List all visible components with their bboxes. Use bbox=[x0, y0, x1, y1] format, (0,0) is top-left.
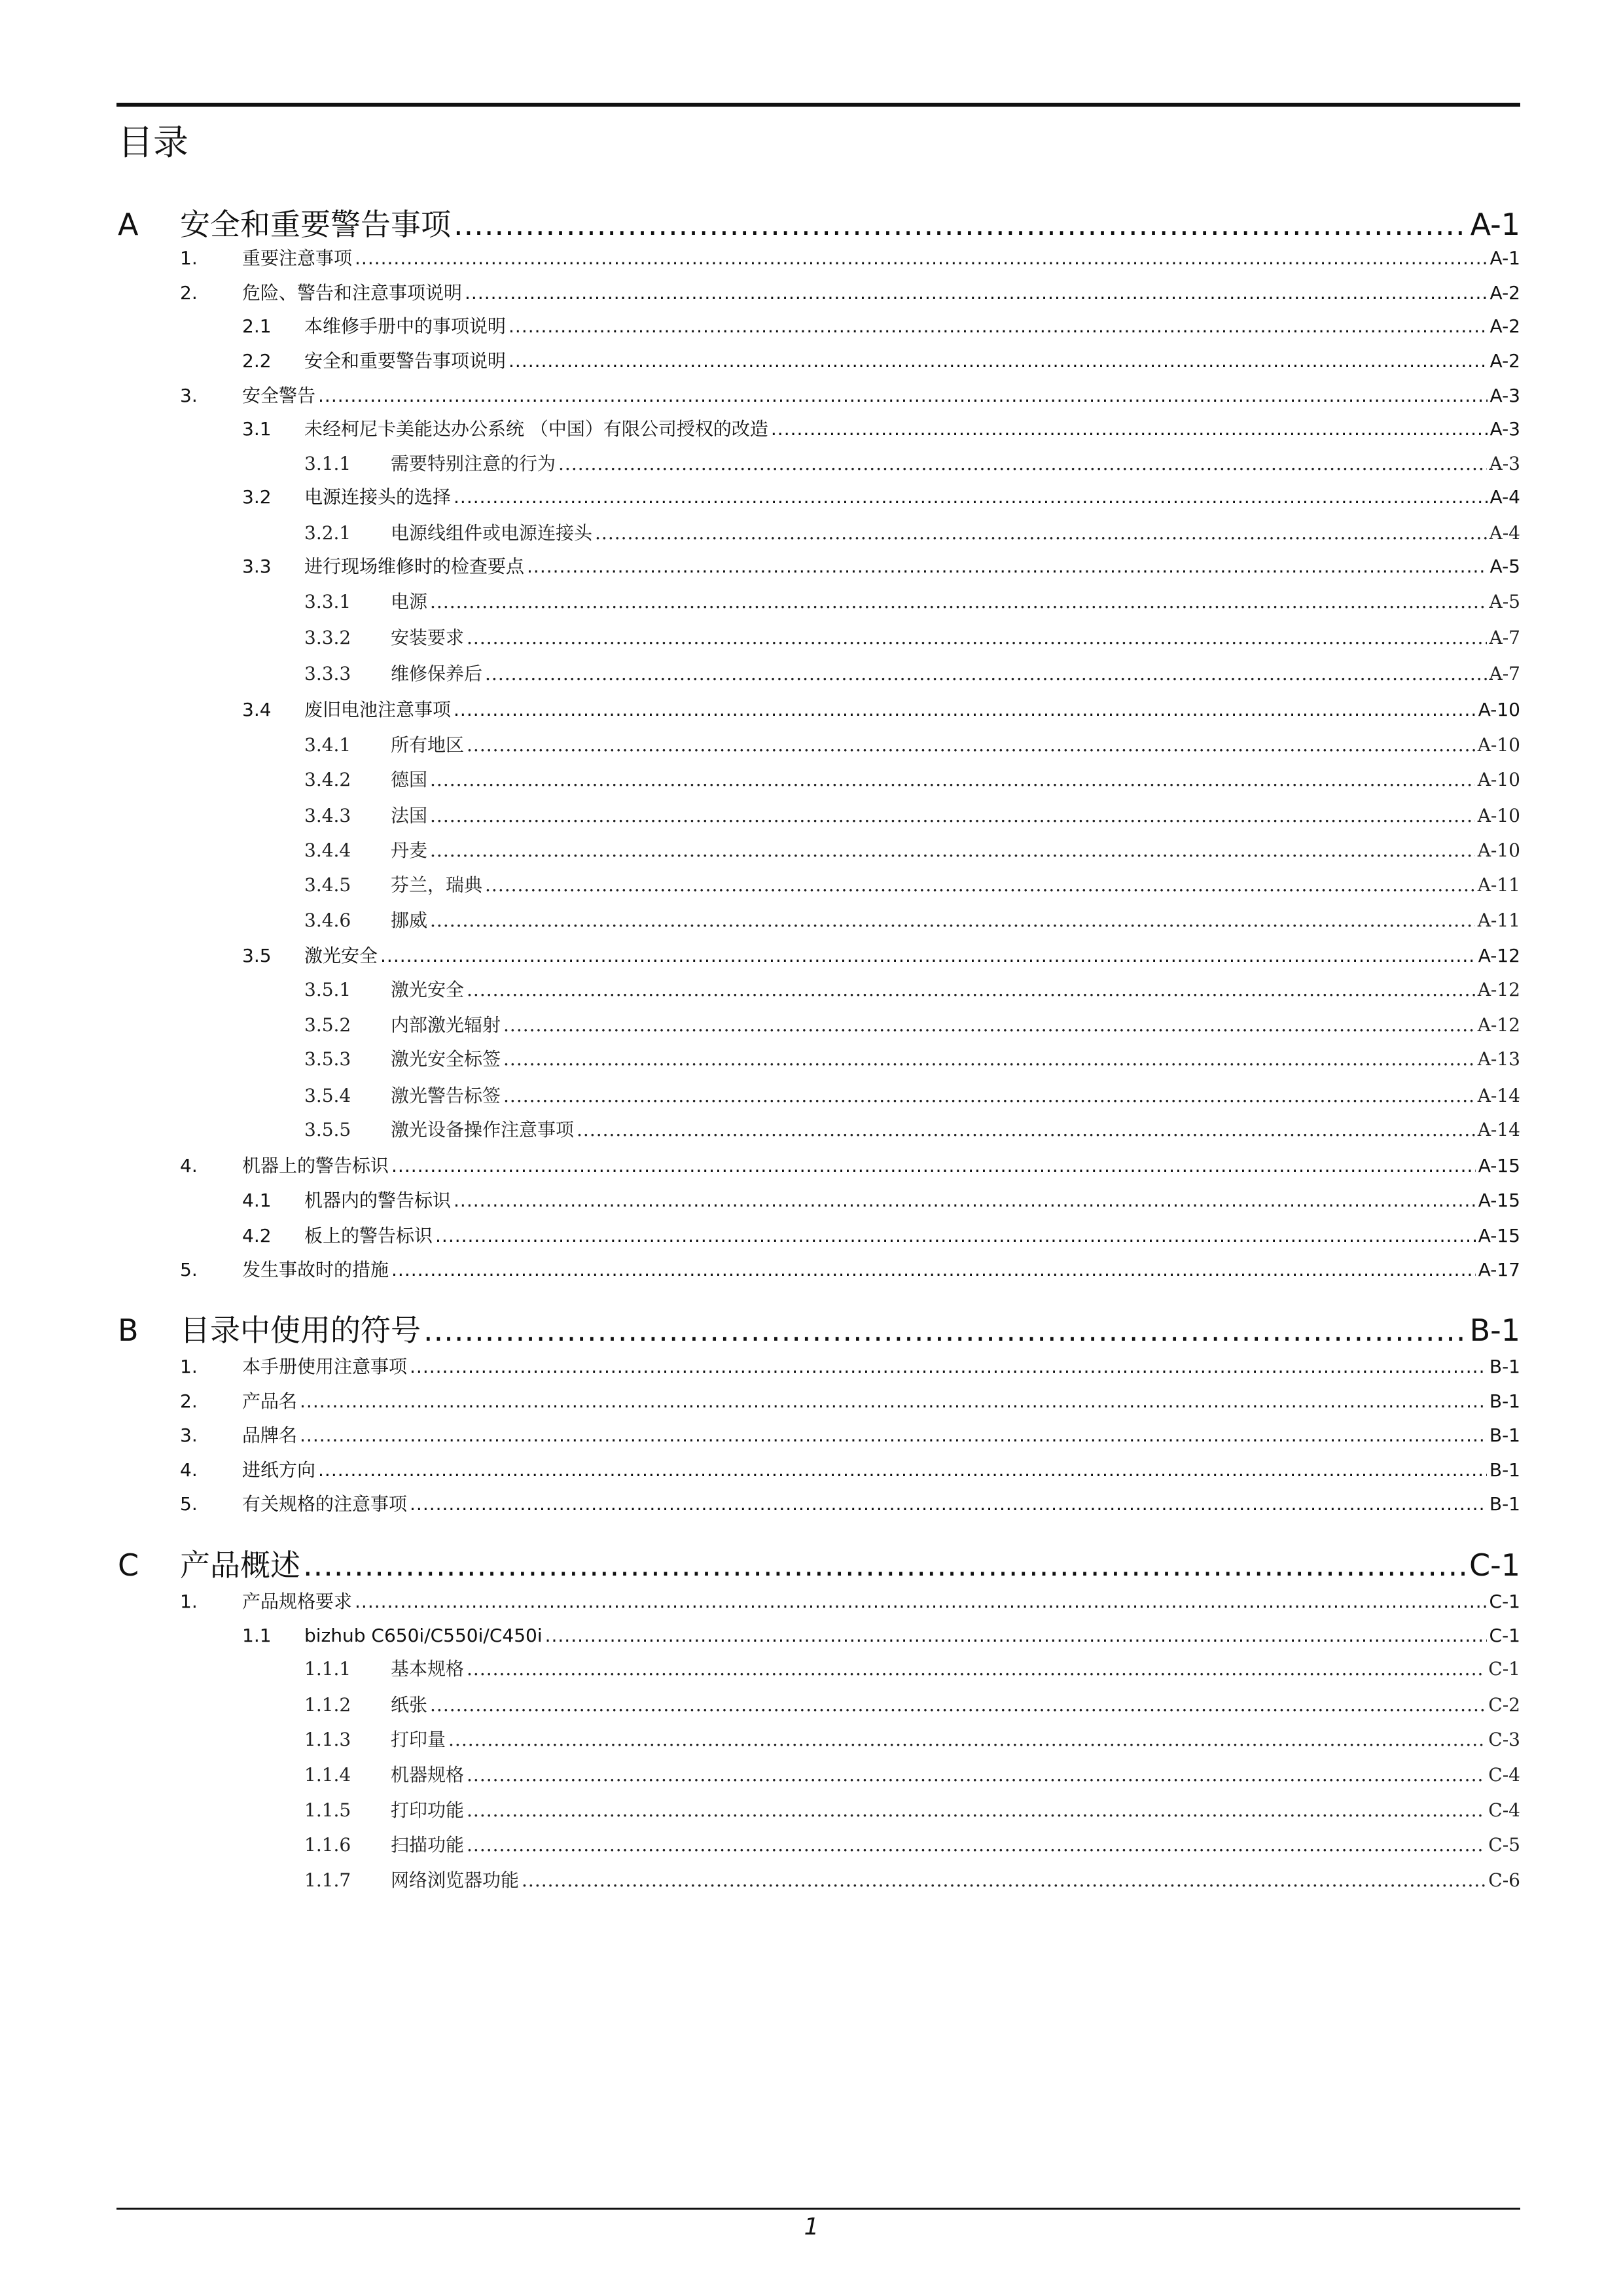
toc-entry-label: 激光安全 bbox=[304, 945, 378, 966]
toc-entry[interactable] bbox=[0, 245, 1623, 272]
toc-entry-page: C-1 bbox=[1489, 1591, 1520, 1612]
toc-dot-leader bbox=[522, 1867, 1486, 1894]
toc-entry-label: 法国 bbox=[391, 805, 428, 826]
toc-dot-leader bbox=[448, 1727, 1486, 1753]
toc-dot-leader bbox=[430, 589, 1486, 615]
toc-entry[interactable] bbox=[0, 697, 1623, 723]
toc-entry-label: 内部激光辐射 bbox=[391, 1014, 501, 1036]
toc-entry-number: A bbox=[118, 207, 139, 242]
toc-entry[interactable] bbox=[0, 1832, 1623, 1858]
toc-dot-leader bbox=[503, 1046, 1475, 1072]
toc-entry-label: 激光设备操作注意事项 bbox=[391, 1119, 575, 1140]
toc-entry-page: A-14 bbox=[1477, 1119, 1520, 1140]
toc-entry-label: 激光警告标签 bbox=[391, 1085, 501, 1106]
toc-entry-label: bizhub C650i/C550i/C450i bbox=[304, 1625, 543, 1646]
toc-entry-number: 3.3.1 bbox=[304, 591, 351, 612]
toc-entry[interactable] bbox=[0, 1388, 1623, 1415]
toc-entry-number: 3. bbox=[180, 385, 198, 406]
toc-entry[interactable] bbox=[0, 1354, 1623, 1380]
toc-dot-leader bbox=[595, 520, 1486, 546]
toc-entry-number: 3.4.5 bbox=[304, 874, 351, 896]
toc-entry[interactable] bbox=[0, 1311, 1623, 1350]
toc-entry-number: 3.4.1 bbox=[304, 734, 351, 756]
toc-entry[interactable] bbox=[0, 484, 1623, 510]
toc-entry-label: 本维修手册中的事项说明 bbox=[304, 315, 507, 337]
toc-dot-leader bbox=[430, 1692, 1486, 1718]
toc-entry-number: 2. bbox=[180, 1390, 198, 1412]
toc-entry-page: B-1 bbox=[1489, 1459, 1520, 1481]
toc-entry-number: 5. bbox=[180, 1493, 198, 1515]
toc-dot-leader bbox=[503, 1012, 1475, 1038]
toc-entry-label: 机器上的警告标识 bbox=[242, 1155, 389, 1176]
toc-entry-page: A-10 bbox=[1477, 839, 1520, 861]
toc-entry-number: 4.2 bbox=[242, 1225, 272, 1246]
toc-entry[interactable] bbox=[0, 416, 1623, 442]
toc-entry[interactable] bbox=[0, 1762, 1623, 1788]
toc-entry-page: A-10 bbox=[1477, 769, 1520, 790]
toc-entry[interactable] bbox=[0, 1491, 1623, 1517]
toc-entry-number: 3.5.4 bbox=[304, 1085, 351, 1106]
toc-dot-leader bbox=[467, 1656, 1486, 1682]
toc-entry-label: 有关规格的注意事项 bbox=[242, 1493, 408, 1515]
toc-dot-leader bbox=[508, 348, 1488, 374]
toc-dot-leader bbox=[467, 977, 1475, 1003]
toc-entry-number: 3.3 bbox=[242, 556, 272, 577]
toc-entry-number: 1. bbox=[180, 1591, 198, 1612]
toc-entry-page: C-1 bbox=[1488, 1658, 1520, 1680]
toc-entry-label: 激光安全 bbox=[391, 979, 465, 1000]
toc-dot-leader bbox=[430, 908, 1475, 934]
toc-entry-number: 2. bbox=[180, 282, 198, 304]
toc-dot-leader bbox=[410, 1354, 1487, 1380]
toc-dot-leader bbox=[545, 1623, 1487, 1649]
toc-entry[interactable] bbox=[0, 732, 1623, 758]
page-number: 1 bbox=[804, 2214, 819, 2240]
toc-entry-number: 1.1.1 bbox=[304, 1658, 351, 1680]
toc-entry-number: B bbox=[118, 1313, 139, 1348]
toc-entry-number: 3.5.5 bbox=[304, 1119, 351, 1140]
toc-entry-label: 打印功能 bbox=[391, 1799, 465, 1821]
toc-entry-number: 2.1 bbox=[242, 315, 272, 337]
toc-entry-page: A-17 bbox=[1478, 1259, 1520, 1280]
toc-dot-leader bbox=[577, 1117, 1475, 1143]
toc-entry-page: A-1 bbox=[1470, 207, 1520, 242]
toc-entry-page: B-1 bbox=[1469, 1313, 1520, 1348]
toc-entry-number: 3.1 bbox=[242, 418, 272, 440]
toc-dot-leader bbox=[558, 451, 1486, 477]
toc-entry-number: 1. bbox=[180, 1356, 198, 1377]
toc-entry[interactable] bbox=[0, 1867, 1623, 1894]
toc-entry-label: 芬兰，瑞典 bbox=[391, 874, 483, 896]
toc-dot-leader bbox=[527, 554, 1488, 580]
toc-dot-leader bbox=[391, 1153, 1476, 1179]
toc-entry-label: 维修保养后 bbox=[391, 663, 483, 684]
toc-dot-leader bbox=[467, 1797, 1486, 1824]
toc-dot-leader bbox=[485, 872, 1475, 898]
toc-entry[interactable] bbox=[0, 1046, 1623, 1072]
toc-entry-label: 目录中使用的符号 bbox=[180, 1313, 421, 1348]
toc-entry-number: 3.4.2 bbox=[304, 769, 351, 790]
toc-dot-leader bbox=[485, 661, 1486, 687]
toc-entry-label: 品牌名 bbox=[242, 1424, 298, 1446]
toc-entry-label: 纸张 bbox=[391, 1694, 428, 1716]
toc-entry[interactable] bbox=[0, 1623, 1623, 1649]
toc-dot-leader bbox=[391, 1257, 1476, 1283]
toc-dot-leader bbox=[430, 803, 1475, 829]
toc-entry-label: 安全和重要警告事项说明 bbox=[304, 350, 507, 372]
toc-entry-number: 1.1 bbox=[242, 1625, 272, 1646]
toc-entry-page: A-11 bbox=[1477, 910, 1520, 931]
toc-dot-leader bbox=[467, 1832, 1486, 1858]
toc-entry-number: 4. bbox=[180, 1459, 198, 1481]
toc-dot-leader bbox=[467, 732, 1475, 758]
toc-entry[interactable] bbox=[0, 1012, 1623, 1038]
toc-entry-number: 3.5 bbox=[242, 945, 272, 966]
toc-entry-label: 网络浏览器功能 bbox=[391, 1869, 520, 1891]
toc-entry[interactable] bbox=[0, 1797, 1623, 1824]
toc-entry-page: A-2 bbox=[1489, 282, 1520, 304]
toc-entry[interactable] bbox=[0, 943, 1623, 969]
toc-entry[interactable] bbox=[0, 1083, 1623, 1109]
toc-entry-label: 安装要求 bbox=[391, 627, 465, 648]
toc-entry-number: 3. bbox=[180, 1424, 198, 1446]
toc-entry-number: 3.4.4 bbox=[304, 839, 351, 861]
toc-dot-leader bbox=[467, 1762, 1486, 1788]
toc-entry-page: A-12 bbox=[1478, 945, 1520, 966]
toc-entry-page: C-3 bbox=[1488, 1729, 1520, 1750]
toc-entry[interactable] bbox=[0, 872, 1623, 898]
toc-dot-leader bbox=[454, 697, 1476, 723]
toc-dot-leader bbox=[454, 484, 1488, 510]
toc-entry-page: A-7 bbox=[1489, 663, 1520, 684]
toc-entry-number: 3.3.2 bbox=[304, 627, 351, 648]
toc-entry-label: 进纸方向 bbox=[242, 1459, 316, 1481]
toc-entry-label: 产品名 bbox=[242, 1390, 298, 1412]
toc-dot-leader bbox=[318, 1457, 1487, 1483]
toc-entry-page: A-2 bbox=[1489, 350, 1520, 372]
toc-entry-label: 电源线组件或电源连接头 bbox=[391, 522, 593, 544]
toc-entry-label: 打印量 bbox=[391, 1729, 446, 1750]
toc-entry-page: A-2 bbox=[1489, 315, 1520, 337]
toc-entry[interactable] bbox=[0, 1656, 1623, 1682]
toc-entry-label: 发生事故时的措施 bbox=[242, 1259, 389, 1280]
toc-entry[interactable] bbox=[0, 451, 1623, 477]
toc-entry-label: 安全警告 bbox=[242, 385, 316, 406]
toc-dot-leader bbox=[423, 1311, 1467, 1350]
toc-entry-label: 挪威 bbox=[391, 910, 428, 931]
toc-entry-page: A-15 bbox=[1478, 1155, 1520, 1176]
toc-entry-page: C-1 bbox=[1469, 1547, 1520, 1583]
toc-entry-number: 4.1 bbox=[242, 1190, 272, 1211]
toc-dot-leader bbox=[430, 838, 1475, 864]
toc-entry[interactable] bbox=[0, 1188, 1623, 1214]
toc-entry[interactable] bbox=[0, 1153, 1623, 1179]
page-title: 目录 bbox=[118, 122, 188, 163]
toc-entry-page: B-1 bbox=[1489, 1424, 1520, 1446]
toc-entry[interactable] bbox=[0, 1545, 1623, 1585]
toc-entry-number: 3.4.6 bbox=[304, 910, 351, 931]
toc-entry[interactable] bbox=[0, 803, 1623, 829]
toc-entry-page: B-1 bbox=[1489, 1493, 1520, 1515]
toc-entry-page: C-4 bbox=[1488, 1764, 1520, 1786]
toc-entry-number: 3.5.2 bbox=[304, 1014, 351, 1036]
toc-dot-leader bbox=[355, 245, 1488, 272]
toc-entry[interactable] bbox=[0, 1589, 1623, 1615]
toc-dot-leader bbox=[303, 1545, 1467, 1585]
toc-entry[interactable] bbox=[0, 838, 1623, 864]
toc-entry-label: 德国 bbox=[391, 769, 428, 790]
toc-dot-leader bbox=[771, 416, 1488, 442]
toc-entry-label: 机器内的警告标识 bbox=[304, 1190, 452, 1211]
toc-entry-page: A-3 bbox=[1489, 385, 1520, 406]
toc-entry-number: 3.2.1 bbox=[304, 522, 351, 544]
toc-entry-page: A-5 bbox=[1489, 591, 1520, 612]
toc-entry-page: A-1 bbox=[1489, 247, 1520, 269]
toc-entry-number: 2.2 bbox=[242, 350, 272, 372]
toc-dot-leader bbox=[508, 313, 1488, 340]
toc-entry-number: 1.1.6 bbox=[304, 1834, 351, 1856]
toc-entry-number: 1. bbox=[180, 247, 198, 269]
toc-entry-page: B-1 bbox=[1489, 1356, 1520, 1377]
toc-entry[interactable] bbox=[0, 1257, 1623, 1283]
toc-entry-number: 4. bbox=[180, 1155, 198, 1176]
toc-entry-page: A-4 bbox=[1489, 486, 1520, 508]
toc-dot-leader bbox=[435, 1223, 1476, 1249]
toc-entry-page: A-15 bbox=[1478, 1225, 1520, 1246]
toc-entry[interactable] bbox=[0, 977, 1623, 1003]
toc-entry-label: 废旧电池注意事项 bbox=[304, 699, 452, 720]
toc-entry-number: 3.5.1 bbox=[304, 979, 351, 1000]
toc-entry-label: 电源连接头的选择 bbox=[304, 486, 452, 508]
toc-entry-label: 基本规格 bbox=[391, 1658, 465, 1680]
toc-entry[interactable] bbox=[0, 313, 1623, 340]
toc-entry-label: 产品概述 bbox=[180, 1547, 300, 1583]
toc-entry-number: 5. bbox=[180, 1259, 198, 1280]
toc-dot-leader bbox=[430, 767, 1475, 793]
toc-entry-number: 1.1.4 bbox=[304, 1764, 351, 1786]
toc-entry[interactable] bbox=[0, 661, 1623, 687]
toc-entry-page: A-10 bbox=[1477, 734, 1520, 756]
footer-rule bbox=[116, 2208, 1520, 2210]
toc-entry-number: 3.4.3 bbox=[304, 805, 351, 826]
toc-entry-page: A-15 bbox=[1478, 1190, 1520, 1211]
toc-entry[interactable] bbox=[0, 1117, 1623, 1143]
toc-entry-page: C-6 bbox=[1488, 1869, 1520, 1891]
toc-entry[interactable] bbox=[0, 589, 1623, 615]
toc-entry-label: 激光安全标签 bbox=[391, 1048, 501, 1070]
toc-entry[interactable] bbox=[0, 520, 1623, 546]
toc-entry[interactable] bbox=[0, 767, 1623, 793]
toc-entry-page: C-2 bbox=[1488, 1694, 1520, 1716]
toc-entry-label: 危险、警告和注意事项说明 bbox=[242, 282, 463, 304]
toc-entry-label: 扫描功能 bbox=[391, 1834, 465, 1856]
toc-entry[interactable] bbox=[0, 1457, 1623, 1483]
toc-entry-label: 未经柯尼卡美能达办公系统 （中国）有限公司授权的改造 bbox=[304, 418, 768, 440]
toc-entry[interactable] bbox=[0, 554, 1623, 580]
toc-entry[interactable] bbox=[0, 908, 1623, 934]
toc-dot-leader bbox=[300, 1422, 1487, 1449]
toc-dot-leader bbox=[465, 280, 1488, 306]
toc-entry-number: 1.1.2 bbox=[304, 1694, 351, 1716]
toc-entry-label: 机器规格 bbox=[391, 1764, 465, 1786]
toc-entry-number: 3.3.3 bbox=[304, 663, 351, 684]
toc-entry-page: A-3 bbox=[1489, 418, 1520, 440]
toc-entry-number: 3.5.3 bbox=[304, 1048, 351, 1070]
toc-entry-label: 产品规格要求 bbox=[242, 1591, 353, 1612]
toc-dot-leader bbox=[503, 1083, 1475, 1109]
toc-entry-number: 1.1.3 bbox=[304, 1729, 351, 1750]
toc-entry-number: 3.1.1 bbox=[304, 453, 351, 474]
toc-dot-leader bbox=[454, 205, 1468, 244]
toc-entry-label: 需要特别注意的行为 bbox=[391, 453, 556, 474]
toc-dot-leader bbox=[467, 625, 1486, 651]
toc-entry-page: A-12 bbox=[1477, 1014, 1520, 1036]
toc-entry-page: A-3 bbox=[1489, 453, 1520, 474]
toc-entry-page: A-7 bbox=[1489, 627, 1520, 648]
toc-entry-label: 进行现场维修时的检查要点 bbox=[304, 556, 525, 577]
toc-entry-page: C-5 bbox=[1488, 1834, 1520, 1856]
toc-entry-number: 1.1.7 bbox=[304, 1869, 351, 1891]
toc-entry-page: A-10 bbox=[1478, 699, 1520, 720]
toc-entry[interactable] bbox=[0, 1223, 1623, 1249]
toc-dot-leader bbox=[410, 1491, 1487, 1517]
toc-entry[interactable] bbox=[0, 1727, 1623, 1753]
toc-dot-leader bbox=[318, 383, 1488, 409]
toc-entry-page: C-1 bbox=[1489, 1625, 1520, 1646]
toc-entry[interactable] bbox=[0, 383, 1623, 409]
toc-entry-page: A-12 bbox=[1477, 979, 1520, 1000]
toc-entry-number: 1.1.5 bbox=[304, 1799, 351, 1821]
toc-entry-label: 所有地区 bbox=[391, 734, 465, 756]
toc-entry-label: 重要注意事项 bbox=[242, 247, 353, 269]
toc-dot-leader bbox=[300, 1388, 1487, 1415]
toc-entry[interactable] bbox=[0, 625, 1623, 651]
toc-entry-number: C bbox=[118, 1547, 139, 1583]
toc-entry-page: A-10 bbox=[1477, 805, 1520, 826]
toc-entry[interactable] bbox=[0, 1692, 1623, 1718]
toc-entry-label: 本手册使用注意事项 bbox=[242, 1356, 408, 1377]
toc-entry-page: B-1 bbox=[1489, 1390, 1520, 1412]
toc-entry-number: 3.4 bbox=[242, 699, 272, 720]
toc-entry[interactable] bbox=[0, 348, 1623, 374]
toc-entry[interactable] bbox=[0, 280, 1623, 306]
toc-entry-page: A-4 bbox=[1489, 522, 1520, 544]
toc-entry[interactable] bbox=[0, 1422, 1623, 1449]
toc-dot-leader bbox=[380, 943, 1476, 969]
toc-entry-page: A-5 bbox=[1489, 556, 1520, 577]
toc-entry-label: 板上的警告标识 bbox=[304, 1225, 433, 1246]
toc-entry-page: A-11 bbox=[1477, 874, 1520, 896]
toc-entry-page: C-4 bbox=[1488, 1799, 1520, 1821]
toc-entry-page: A-14 bbox=[1477, 1085, 1520, 1106]
toc-dot-leader bbox=[454, 1188, 1476, 1214]
toc-entry-number: 3.2 bbox=[242, 486, 272, 508]
toc-entry-page: A-13 bbox=[1477, 1048, 1520, 1070]
toc-dot-leader bbox=[355, 1589, 1487, 1615]
toc-entry-label: 安全和重要警告事项 bbox=[180, 207, 451, 242]
toc-entry[interactable] bbox=[0, 205, 1623, 244]
toc-entry-label: 电源 bbox=[391, 591, 428, 612]
toc-entry-label: 丹麦 bbox=[391, 839, 428, 861]
